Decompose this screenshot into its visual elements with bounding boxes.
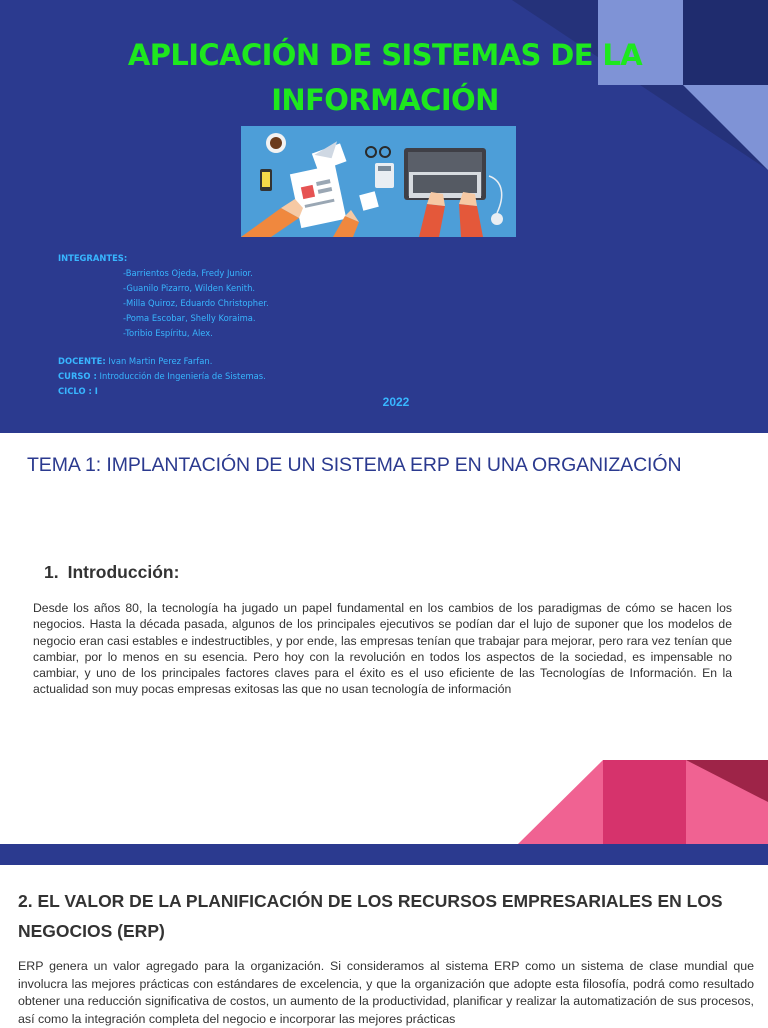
cover-year: 2022 (382, 395, 410, 409)
teacher-label: DOCENTE: (58, 356, 106, 366)
deco-magenta-square (603, 760, 686, 844)
course-label: CURSO : (58, 371, 97, 381)
member-item: -Toribio Espíritu, Alex. (123, 328, 213, 338)
page-decoration-shapes (0, 760, 768, 844)
cover-title: APLICACIÓN DE SISTEMAS DE LA INFORMACIÓN (127, 38, 643, 117)
member-item: -Barrientos Ojeda, Fredy Junior. (123, 268, 253, 278)
section1-heading (44, 562, 179, 583)
section1-paragraph: Desde los años 80, la tecnología ha jugado un papel fundamental en los cambios de los paradigmas de cómo se hacen los negocios. Hasta la década pasada, algunos de los principales ejecutivos se podían dar el lujo de suponer que los modelos de negocio eran casi estables e indestructibles, y por ende, las empresas tenían que trabajar para mejorar, pero rara vez tenían que cambiar, por lo menos en su esencia. Pero hoy con la revolución en todos los aspectos de la sociedad, es impensable no cambiar, y uno de los principales factores claves para el éxito es el uso eficiente de las Tecnologías de Información. En la actualidad son muy pocas empresas exitosas las que no usan tecnología de información (33, 601, 732, 697)
course-name: Introducción de Ingeniería de Sistemas. (96, 371, 266, 381)
deco-square-navy (683, 0, 768, 85)
members-list (123, 266, 269, 341)
deco-triangle-light (683, 85, 768, 170)
member-item: -Milla Quiroz, Eduardo Christopher. (123, 298, 269, 308)
members-label: INTEGRANTES: (58, 253, 128, 263)
member-item: -Guanilo Pizarro, Wilden Kenith. (123, 283, 256, 293)
section2-heading: 2. EL VALOR DE LA PLANIFICACIÓN DE LOS RECURSOS EMPRESARIALES EN LOS NEGOCIOS (ERP) (18, 891, 723, 941)
tema-title: TEMA 1: IMPLANTACIÓN DE UN SISTEMA ERP EN UNA ORGANIZACIÓN (27, 454, 682, 476)
course-line (58, 369, 269, 384)
teacher-line (58, 354, 269, 369)
cover-info (58, 251, 269, 399)
work-desk-illustration (241, 126, 516, 237)
teacher-name: Ivan Martin Perez Farfan. (105, 356, 213, 366)
member-item: -Poma Escobar, Shelly Koraima. (123, 313, 256, 323)
deco-pink-triangle (518, 760, 603, 844)
cover-page (0, 0, 768, 433)
cycle-line: CICLO : I (58, 386, 98, 396)
mouse-icon (491, 213, 503, 225)
page-divider-band (0, 844, 768, 865)
section1-number: 1. (44, 562, 59, 582)
section2-paragraph: ERP genera un valor agregado para la organización. Si consideramos al sistema ERP como un sistema de clase mundial que involucra las mejores prácticas con estándares de excelencia, y que la organización que adopte esta filosofía, podrá como resultado obtener una reducción significativa de costos, un aumento de la productividad, planificar y realizar la automatización de sus procesos, así como la integración completa del negocio e incorporar las mejores prácticas (18, 959, 754, 1026)
section1-title: Introducción: (67, 562, 180, 582)
